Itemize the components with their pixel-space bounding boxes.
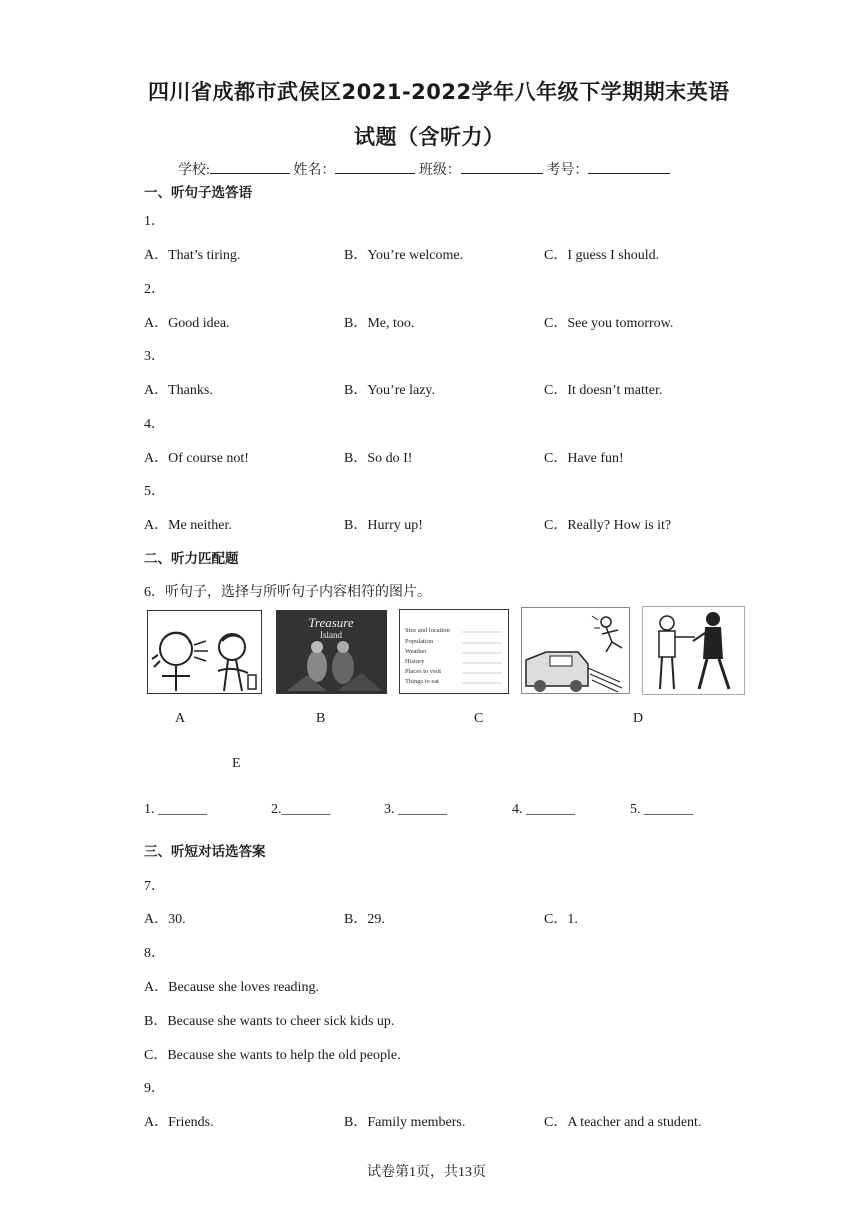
option-a: A．30. (144, 912, 186, 927)
book-title-2: Island (320, 630, 342, 640)
picture-a-sneezing (147, 610, 262, 694)
picture-label-d: D (633, 711, 644, 726)
picture-c-info-card (399, 609, 509, 694)
picture-label-e: E (232, 756, 241, 771)
option-a: A．Me neither. (144, 518, 232, 533)
option-c: C．Have fun! (544, 451, 624, 466)
school-blank[interactable] (210, 159, 290, 174)
question-number: 2． (144, 282, 165, 297)
option-a: A．Because she loves reading. (144, 980, 319, 995)
picture-label-b: B (316, 711, 326, 726)
option-c: C．Really? How is it? (544, 518, 672, 533)
picture-d-accident (521, 607, 630, 694)
answer-blank-3[interactable]: 3. _______ (384, 802, 447, 817)
option-c: C．See you tomorrow. (544, 316, 674, 331)
card-line: History (405, 658, 425, 665)
section-2-heading: 二、听力匹配题 (144, 551, 239, 567)
school-label: 学校: (178, 163, 210, 178)
class-blank[interactable] (461, 159, 543, 174)
question-number: 1． (144, 214, 165, 229)
card-line: Things to eat (405, 678, 439, 685)
book-title-1: Treasure (308, 615, 354, 630)
question-number: 4． (144, 417, 165, 432)
answer-blank-5[interactable]: 5. _______ (630, 802, 693, 817)
option-c: C．Because she wants to help the old people. (144, 1048, 401, 1063)
section-1-heading: 一、听句子选答语 (144, 185, 252, 201)
option-c: C．1. (544, 912, 578, 927)
option-c: C．It doesn’t matter. (544, 383, 663, 398)
picture-label-c: C (474, 711, 484, 726)
page-footer: 试卷第1页，共13页 (367, 1165, 486, 1180)
name-label: 姓名： (293, 163, 336, 178)
question-number: 5． (144, 484, 165, 499)
option-b: B．So do I! (344, 451, 413, 466)
question-number: 9． (144, 1081, 165, 1096)
question-number: 8． (144, 946, 165, 961)
option-b: B．Me, too. (344, 316, 415, 331)
card-line: Size and location (405, 627, 450, 634)
option-b: B．Hurry up! (344, 518, 423, 533)
answer-blank-1[interactable]: 1. _______ (144, 802, 207, 817)
exam-no-label: 考号： (546, 163, 589, 178)
exam-no-blank[interactable] (588, 159, 670, 174)
option-a: A．Of course not! (144, 451, 249, 466)
option-c: C．I guess I should. (544, 248, 660, 263)
option-b: B．You’re welcome. (344, 248, 464, 263)
option-b: B．You’re lazy. (344, 383, 435, 398)
question-number: 3． (144, 349, 165, 364)
name-blank[interactable] (335, 159, 415, 174)
question-6-prompt: 6．听句子，选择与所听句子内容相符的图片。 (144, 585, 431, 600)
picture-b-book-cover (276, 610, 387, 694)
card-line: Weather (405, 648, 427, 655)
option-c: C．A teacher and a student. (544, 1115, 702, 1130)
option-b: B．Family members. (344, 1115, 466, 1130)
answer-blank-2[interactable]: 2._______ (271, 802, 331, 817)
section-3-heading: 三、听短对话选答案 (144, 844, 266, 860)
option-b: B．Because she wants to cheer sick kids up. (144, 1014, 395, 1029)
picture-e-two-men (642, 606, 745, 695)
option-a: A．Thanks. (144, 383, 213, 398)
option-a: A．Good idea. (144, 316, 230, 331)
title-line-2: 试题（含听力） (354, 125, 505, 149)
student-info-row (178, 159, 670, 179)
option-a: A．That’s tiring. (144, 248, 241, 263)
card-line: Places to visit (405, 668, 442, 675)
option-a: A．Friends. (144, 1115, 214, 1130)
question-number: 7． (144, 879, 165, 894)
option-b: B．29. (344, 912, 385, 927)
class-label: 班级： (418, 163, 461, 178)
title-line-1: 四川省成都市武侯区2021-2022学年八年级下学期期末英语 (148, 80, 730, 104)
picture-label-a: A (175, 711, 186, 726)
answer-blank-4[interactable]: 4. _______ (512, 802, 575, 817)
card-line: Population (405, 638, 434, 645)
